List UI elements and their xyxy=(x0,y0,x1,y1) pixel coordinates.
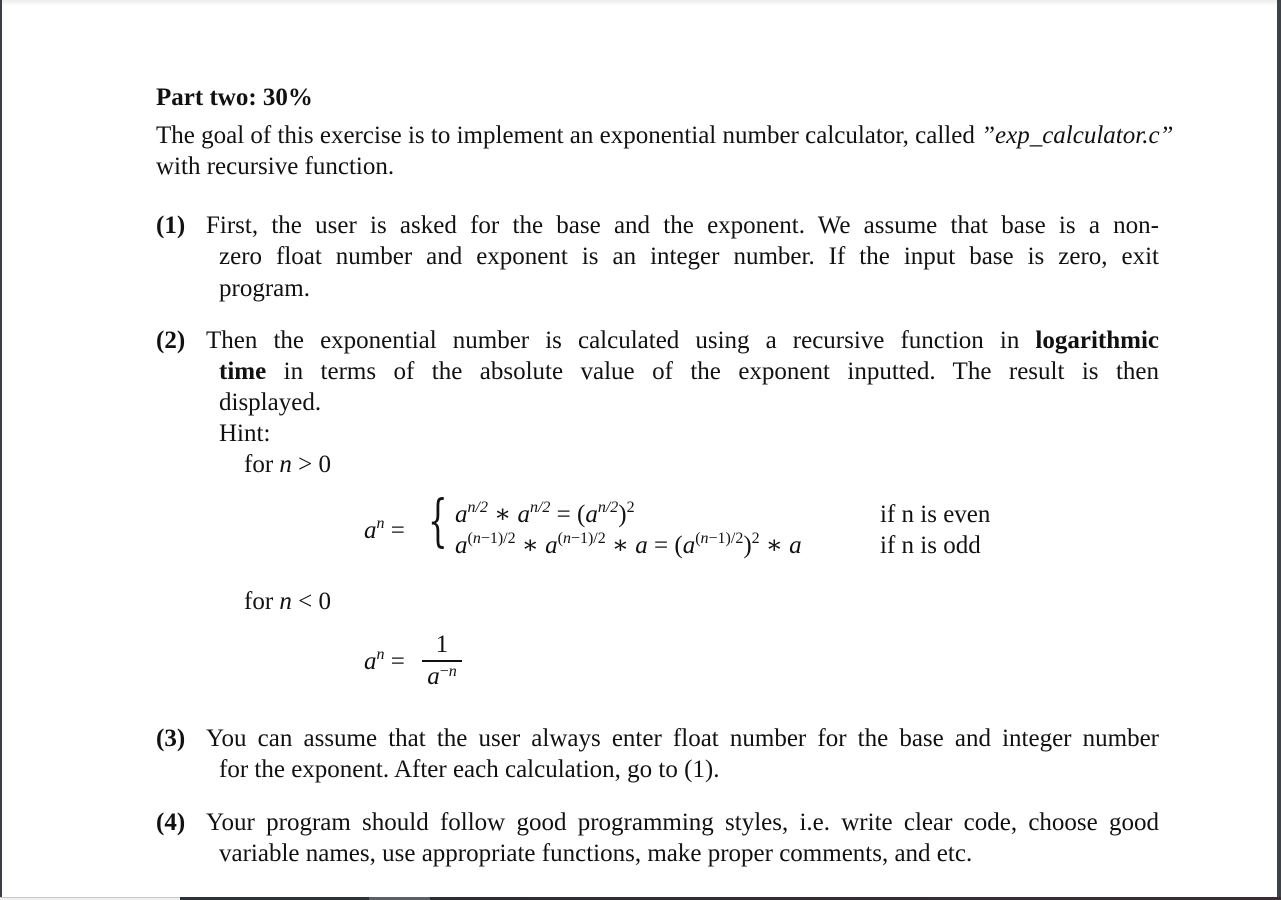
viewer-top-shadow xyxy=(2,0,1277,6)
formula-negative-lhs: $a^n$ = xyxy=(364,646,405,675)
hint-label: Hint: xyxy=(219,420,271,447)
formula-positive-lhs: $a^n$ = xyxy=(364,515,405,544)
denominator: $a^{-n}$ xyxy=(427,662,457,690)
item-1-line-2: zero float number and exponent is an integer number. If the input base is zero, exit xyxy=(219,243,1159,270)
filename: ”exp_calculator.c” xyxy=(981,122,1174,149)
formula-odd-condition: if n is odd xyxy=(880,532,981,559)
item-2-line-2: time in terms of the absolute value of the exponent inputted. The result is then xyxy=(219,358,1159,385)
numerator: 1 xyxy=(435,631,449,658)
formula-even-expr: $a^{n/2}$ ∗ $a^{n/2} = (a^{n/2})^2$ xyxy=(455,499,635,528)
case-positive-label: for n > 0 xyxy=(244,451,332,478)
case-negative-label: for n < 0 xyxy=(244,588,332,615)
formula-even-condition: if n is even xyxy=(880,501,991,528)
intro-line-2: with recursive function. xyxy=(156,153,395,180)
item-1-line-1: First, the user is asked for the base and the exponent. We assume that base is a non- xyxy=(206,212,1159,239)
item-1-number: (1) xyxy=(156,212,186,239)
formula-odd-expr: $a^{(n-1)/2}$ ∗ $a^{(n-1)/2}$ ∗ $a = (a^{(n-1)/2})^2$ ∗ a xyxy=(455,530,802,559)
item-3-line-1: You can assume that the user always enter float number for the base and integer number xyxy=(206,725,1159,752)
formula-negative-fraction xyxy=(422,633,462,692)
item-2-number: (2) xyxy=(156,327,186,354)
item-4-line-1: Your program should follow good programming styles, i.e. write clear code, choose good xyxy=(206,809,1159,836)
window-left-edge xyxy=(0,0,2,897)
item-2-line-3: displayed. xyxy=(219,389,322,416)
section-heading: Part two: 30% xyxy=(156,84,313,111)
left-brace: { xyxy=(428,489,448,554)
intro-line-1 xyxy=(156,120,1173,151)
intro-text: The goal of this exercise is to implement an exponential number calculator, called xyxy=(156,122,982,149)
item-4-number: (4) xyxy=(156,809,186,836)
item-2-line-1: Then the exponential number is calculated using a recursive function in logarithmic xyxy=(206,327,1159,354)
item-1-line-3: program. xyxy=(219,275,310,302)
item-3-number: (3) xyxy=(156,725,186,752)
item-4-line-2: variable names, use appropriate functions, make proper comments, and etc. xyxy=(219,840,973,867)
window-right-edge xyxy=(1277,0,1281,900)
fraction-bar xyxy=(422,660,462,662)
item-3-line-2: for the exponent. After each calculation, go to (1). xyxy=(219,756,720,783)
